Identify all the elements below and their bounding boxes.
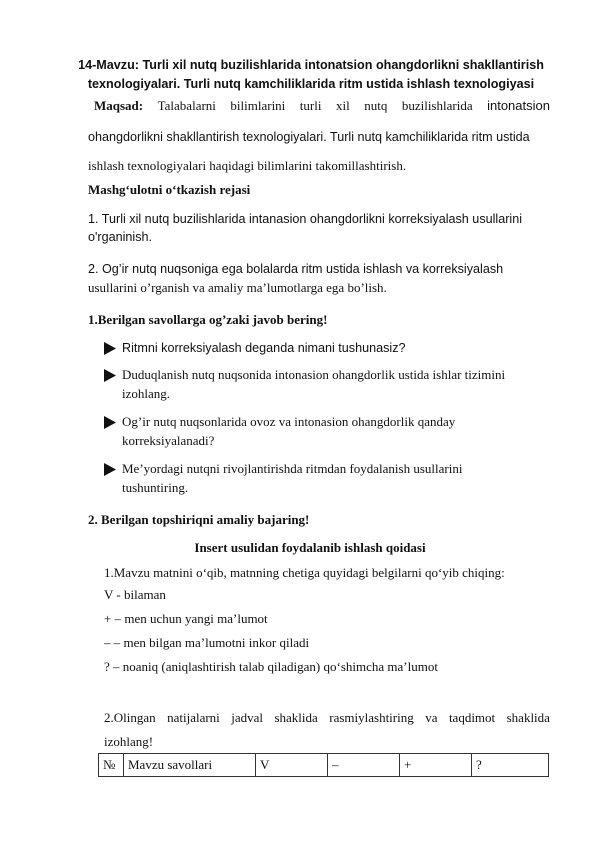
step-1: 1.Mavzu matnini o‘qib, matnning chetiga quyidagi belgilarni qo‘yib chiqing: <box>104 565 505 580</box>
question-1: Ritmni korreksiyalash deganda nimani tushunasiz? <box>122 341 406 355</box>
question-2-line-1: Duduqlanish nutq nuqsonida intonasion ohangdorlik ustida ishlar tizimini <box>122 367 506 382</box>
insert-method-heading: Insert usulidan foydalanib ishlash qoidasi <box>194 540 426 555</box>
table-header-cell: № <box>99 754 124 777</box>
arrow-bullet-icon <box>104 369 116 382</box>
step-2-line-2: izohlang! <box>104 734 154 749</box>
arrow-bullet-icon <box>104 342 116 355</box>
plan-item-1-line-1: 1. Turli xil nutq buzilishlarida intanasion ohangdorlikni korreksiyalash usullarini <box>88 212 523 226</box>
mark-v: V - bilaman <box>104 587 166 602</box>
goal-line-3: ishlash texnologiyalari haqidagi bilimlarini takomillashtirish. <box>88 158 407 173</box>
insert-table <box>98 753 549 777</box>
arrow-bullet-icon <box>104 463 116 476</box>
goal-label: Maqsad: <box>94 98 144 113</box>
plan-item-2-line-2: usullarini o’rganish va amaliy ma’lumotlarga ega bo’lish. <box>88 280 387 295</box>
table-header-row <box>99 754 549 777</box>
mark-minus: – – men bilgan ma’lumotni inkor qiladi <box>104 635 310 650</box>
question-3-line-2: korreksiyalanadi? <box>122 433 215 448</box>
goal-line-1: Maqsad: Talabalarni bilimlarini turli xil nutq buzilishlarida intonatsion <box>94 98 550 113</box>
plan-item-1-line-2: o'rganinish. <box>88 230 153 244</box>
mark-plus: + – men uchun yangi ma’lumot <box>104 611 268 626</box>
plan-item-2-line-1: 2. Og’ir nutq nuqsoniga ega bolalarda ritm ustida ishlash va korreksiyalash <box>88 262 504 276</box>
question-4-line-2: tushuntiring. <box>122 480 189 495</box>
page-title <box>70 56 552 94</box>
arrow-bullet-icon <box>104 416 116 429</box>
table-header-cell: + <box>400 754 472 777</box>
question-3-line-1: Og’ir nutq nuqsonlarida ovoz va intonasion ohangdorlik qanday <box>122 414 456 429</box>
table-header-cell: V <box>256 754 328 777</box>
table-header-cell: Mavzu savollari <box>124 754 256 777</box>
section-1-heading: 1.Berilgan savollarga og’zaki javob bering! <box>88 312 328 327</box>
title-line-1: 14-Mavzu: Turli xil nutq buzilishlarida intonatsion ohangdorlikni shakllantirish <box>78 58 544 72</box>
table-header-cell: ? <box>472 754 549 777</box>
question-2-line-2: izohlang. <box>122 386 171 401</box>
mark-question: ? – noaniq (aniqlashtirish talab qiladigan) qo‘shimcha ma’lumot <box>104 659 438 674</box>
table-header-cell: – <box>328 754 400 777</box>
section-2-heading: 2. Berilgan topshiriqni amaliy bajaring! <box>88 512 310 527</box>
goal-line-2: ohangdorlikni shakllantirish texnologiyalari. Turli nutq kamchiliklarida ritm ustida <box>88 130 530 144</box>
question-4-line-1: Me’yordagi nutqni rivojlantirishda ritmdan foydalanish usullarini <box>122 461 463 476</box>
step-2-line-1: 2.Olingan natijalarni jadval shaklida rasmiylashtiring va taqdimot shaklida <box>104 710 550 725</box>
title-line-2: texnologiyalari. Turli nutq kamchiliklarida ritm ustida ishlash texnologiyasi <box>87 77 535 91</box>
plan-heading: Mashg‘ulotni o‘tkazish rejasi <box>88 182 251 197</box>
